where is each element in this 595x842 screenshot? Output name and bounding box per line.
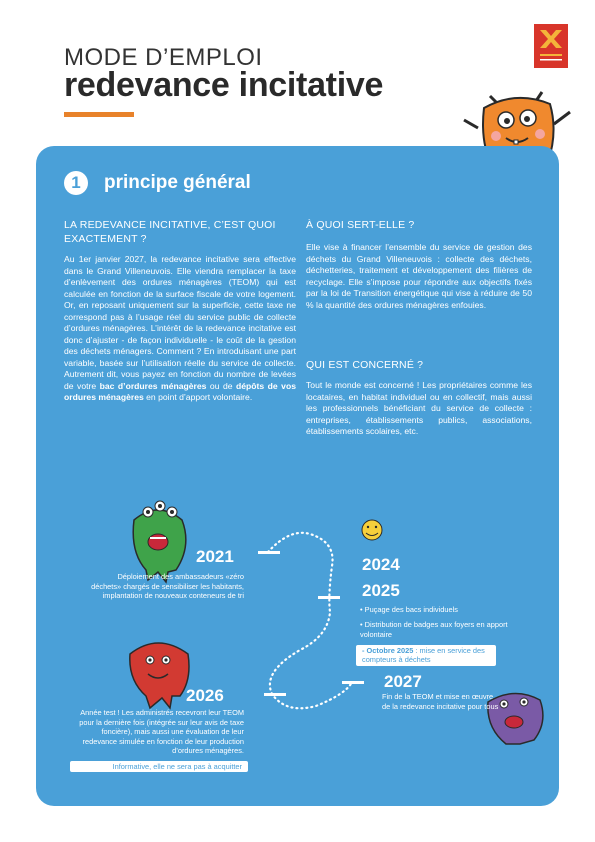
timeline-path [268, 533, 352, 708]
page-title: redevance incitative [64, 66, 384, 104]
tick-2025 [318, 596, 340, 599]
year-2027: 2027 [384, 672, 422, 691]
event-2025-chipping: • Puçage des bacs individuels [360, 605, 458, 614]
event-2025-badges: • Distribution de badges aux foyers en apport volontaire [360, 620, 508, 639]
question-who: QUI EST CONCERNÉ ? [306, 359, 424, 371]
tick-2026 [264, 693, 286, 696]
year-2024: 2024 [362, 555, 400, 574]
answer-purpose: Elle vise à financer l’ensemble du service de gestion des déchets du Grand Villeneuvois : collecte des déchets, déchetteries, traitement et développement des filières de recyclage. Elle s’impose pour répondre aux objectifs fixés par la loi de Transition énergétique qui vise à réduire de 50 % la quantité des ordures ménagères enfouies. [306, 242, 532, 310]
question-purpose: À QUOI SERT-ELLE ? [306, 219, 415, 231]
year-2021: 2021 [196, 547, 234, 566]
red-monster-illustration [130, 643, 189, 708]
note-2026: Informative, elle ne sera pas à acquitter [70, 761, 248, 772]
question-what-is-it: LA REDEVANCE INCITATIVE, C’EST QUOI EXACTEMENT ? [64, 219, 276, 245]
smiley-icon [362, 520, 382, 540]
page-kicker: MODE D’EMPLOI [64, 44, 263, 71]
event-2021: Déploiement des ambassadeurs «zéro déchets» chargés de sensibiliser les habitants, implantation de nouveaux conteneurs de tri [91, 572, 244, 601]
year-2026: 2026 [186, 686, 224, 705]
tick-2027 [342, 681, 364, 684]
tick-2021 [258, 551, 280, 554]
note-october-2025: - Octobre 2025 : mise en service des compteurs à déchets [356, 645, 496, 666]
green-monster-illustration [133, 501, 186, 582]
event-2026: Année test ! Les administrés recevront leur TEOM pour la dernière fois (intégrée sur leur avis de taxe foncière), mais aussi une évaluation de leur redevance simulée en fonction de leur production d’ordures ménagères. [79, 708, 244, 756]
answer-what-is-it: Au 1er janvier 2027, la redevance incitative sera effective dans le Grand Villeneuvois. Elle viendra remplacer la taxe d’enlèvement des ordures ménagères (TEOM) qui est calculée en fonction de la surface fiscale de votre logement. Or, en reposant uniquement sur la superficie, cette taxe ne correspond pas à l’usage réel du service public de collecte d’ordures ménagères. L’intérêt de la redevance incitative est donc d’ajuster - de façon individuelle - le coût de la gestion des déchets ménagers. Comment ? En introduisant une part variable, basée sur l’utilisation réelle du service de collecte. Autrement dit, vous payez en fonction du nombre de levées de votre bac d’ordures ménagères ou de dépôts de vos ordures ménagères en point d’apport volontaire. [64, 254, 296, 402]
answer-who: Tout le monde est concerné ! Les propriétaires comme les locataires, en habitat individuel ou en collectif, mais aussi les professionnels bénéficiant du service de collecte : entreprises, établissements publics, associations, établissements scolaires, etc. [306, 380, 532, 436]
year-2025: 2025 [362, 581, 400, 600]
section-number: 1 [64, 171, 88, 195]
event-2027: Fin de la TEOM et mise en œuvre de la redevance incitative pour tous [382, 692, 499, 711]
section-title: principe général [104, 172, 251, 193]
